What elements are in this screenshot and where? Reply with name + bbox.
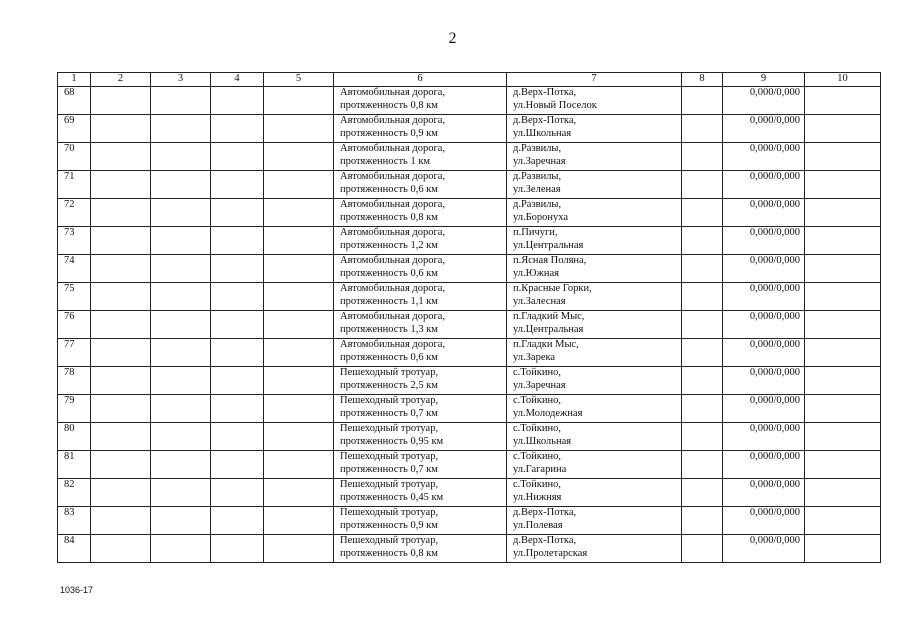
empty-cell	[264, 451, 334, 479]
value-cell: 0,000/0,000	[723, 507, 805, 535]
empty-cell	[682, 395, 723, 423]
settlement: д.Верх-Потка,	[513, 87, 577, 98]
table-body	[58, 87, 881, 563]
empty-cell	[151, 115, 211, 143]
empty-cell	[264, 311, 334, 339]
empty-cell	[151, 143, 211, 171]
object-cell	[334, 535, 507, 563]
empty-cell	[682, 423, 723, 451]
object-type: Автомобильная дорога,	[340, 311, 446, 322]
table-row	[58, 143, 881, 171]
object-length: протяженность 0,7 км	[340, 407, 438, 419]
empty-cell	[211, 451, 264, 479]
empty-cell	[91, 479, 151, 507]
row-number-cell: 71	[58, 171, 91, 199]
empty-cell	[151, 367, 211, 395]
table-row	[58, 171, 881, 199]
value-cell: 0,000/0,000	[723, 87, 805, 115]
row-number-cell: 82	[58, 479, 91, 507]
value-cell: 0,000/0,000	[723, 143, 805, 171]
value-cell: 0,000/0,000	[723, 423, 805, 451]
object-type: Автомобильная дорога,	[340, 227, 446, 238]
empty-cell	[91, 423, 151, 451]
empty-cell	[805, 115, 881, 143]
object-type: Пешеходный тротуар,	[340, 395, 439, 406]
object-type: Автомобильная дорога,	[340, 87, 446, 98]
empty-cell	[91, 227, 151, 255]
empty-cell	[264, 283, 334, 311]
empty-cell	[805, 395, 881, 423]
table-row	[58, 87, 881, 115]
value-cell: 0,000/0,000	[723, 535, 805, 563]
location-cell	[507, 423, 682, 451]
settlement: д.Развилы,	[513, 171, 562, 182]
location-cell	[507, 451, 682, 479]
row-number-cell: 79	[58, 395, 91, 423]
column-header: 6	[334, 73, 507, 87]
object-cell	[334, 87, 507, 115]
empty-cell	[682, 227, 723, 255]
row-number-cell: 75	[58, 283, 91, 311]
location-cell	[507, 395, 682, 423]
object-type: Пешеходный тротуар,	[340, 535, 439, 546]
location-cell	[507, 339, 682, 367]
row-number-cell: 72	[58, 199, 91, 227]
empty-cell	[151, 199, 211, 227]
empty-cell	[264, 199, 334, 227]
settlement: п.Красные Горки,	[513, 283, 592, 294]
object-cell	[334, 479, 507, 507]
street: ул.Боронуха	[513, 211, 569, 223]
street: ул.Полевая	[513, 519, 563, 531]
street: ул.Центральная	[513, 323, 584, 335]
empty-cell	[805, 255, 881, 283]
table-row	[58, 367, 881, 395]
value-cell: 0,000/0,000	[723, 367, 805, 395]
object-type: Пешеходный тротуар,	[340, 451, 439, 462]
table-row	[58, 479, 881, 507]
empty-cell	[91, 199, 151, 227]
empty-cell	[91, 507, 151, 535]
object-length: протяженность 1,2 км	[340, 239, 438, 251]
empty-cell	[151, 283, 211, 311]
empty-cell	[211, 311, 264, 339]
settlement: с.Тойкино,	[513, 423, 561, 434]
empty-cell	[264, 339, 334, 367]
column-header: 2	[91, 73, 151, 87]
location-cell	[507, 535, 682, 563]
row-number-cell: 78	[58, 367, 91, 395]
value-cell: 0,000/0,000	[723, 255, 805, 283]
column-header: 3	[151, 73, 211, 87]
value-cell: 0,000/0,000	[723, 311, 805, 339]
street: ул.Залесная	[513, 295, 566, 307]
value-cell: 0,000/0,000	[723, 171, 805, 199]
row-number-cell: 81	[58, 451, 91, 479]
location-cell	[507, 143, 682, 171]
settlement: д.Развилы,	[513, 199, 562, 210]
location-cell	[507, 311, 682, 339]
empty-cell	[805, 423, 881, 451]
empty-cell	[682, 199, 723, 227]
settlement: д.Верх-Потка,	[513, 115, 577, 126]
table-row	[58, 199, 881, 227]
empty-cell	[211, 479, 264, 507]
empty-cell	[682, 339, 723, 367]
empty-cell	[211, 423, 264, 451]
column-header: 8	[682, 73, 723, 87]
location-cell	[507, 87, 682, 115]
settlement: с.Тойкино,	[513, 367, 561, 378]
empty-cell	[211, 283, 264, 311]
empty-cell	[682, 479, 723, 507]
empty-cell	[211, 535, 264, 563]
street: ул.Заречная	[513, 379, 566, 391]
empty-cell	[91, 87, 151, 115]
empty-cell	[151, 87, 211, 115]
empty-cell	[151, 171, 211, 199]
empty-cell	[805, 367, 881, 395]
document-code: 1036-17	[60, 585, 94, 595]
empty-cell	[805, 143, 881, 171]
empty-cell	[682, 171, 723, 199]
object-type: Автомобильная дорога,	[340, 339, 446, 350]
value-cell: 0,000/0,000	[723, 451, 805, 479]
empty-cell	[151, 255, 211, 283]
empty-cell	[264, 143, 334, 171]
street: ул.Новый Поселок	[513, 99, 597, 111]
empty-cell	[264, 535, 334, 563]
empty-cell	[805, 171, 881, 199]
location-cell	[507, 199, 682, 227]
street: ул.Школьная	[513, 435, 572, 447]
empty-cell	[805, 227, 881, 255]
settlement: д.Верх-Потка,	[513, 507, 577, 518]
object-cell	[334, 451, 507, 479]
location-cell	[507, 479, 682, 507]
row-number-cell: 84	[58, 535, 91, 563]
empty-cell	[91, 255, 151, 283]
street: ул.Зеленая	[513, 183, 561, 195]
column-header: 5	[264, 73, 334, 87]
empty-cell	[805, 339, 881, 367]
settlement: д.Развилы,	[513, 143, 562, 154]
empty-cell	[211, 255, 264, 283]
street: ул.Зарека	[513, 351, 556, 363]
empty-cell	[805, 535, 881, 563]
object-cell	[334, 423, 507, 451]
object-length: протяженность 1 км	[340, 155, 431, 167]
empty-cell	[91, 395, 151, 423]
empty-cell	[91, 171, 151, 199]
empty-cell	[264, 227, 334, 255]
empty-cell	[805, 507, 881, 535]
object-length: протяженность 0,8 км	[340, 547, 438, 559]
settlement: с.Тойкино,	[513, 451, 561, 462]
object-cell	[334, 115, 507, 143]
object-length: протяженность 0,7 км	[340, 463, 438, 475]
object-type: Автомобильная дорога,	[340, 199, 446, 210]
empty-cell	[682, 451, 723, 479]
empty-cell	[151, 423, 211, 451]
empty-cell	[805, 87, 881, 115]
empty-cell	[264, 255, 334, 283]
table-row	[58, 255, 881, 283]
empty-cell	[682, 115, 723, 143]
empty-cell	[211, 115, 264, 143]
object-type: Пешеходный тротуар,	[340, 423, 439, 434]
table-row	[58, 339, 881, 367]
settlement: п.Гладки Мыс,	[513, 339, 579, 350]
empty-cell	[805, 199, 881, 227]
empty-cell	[151, 535, 211, 563]
location-cell	[507, 283, 682, 311]
empty-cell	[211, 367, 264, 395]
empty-cell	[264, 367, 334, 395]
empty-cell	[264, 115, 334, 143]
row-number-cell: 74	[58, 255, 91, 283]
row-number-cell: 80	[58, 423, 91, 451]
settlement: с.Тойкино,	[513, 395, 561, 406]
column-header: 10	[805, 73, 881, 87]
table-row	[58, 423, 881, 451]
empty-cell	[91, 339, 151, 367]
table-row	[58, 507, 881, 535]
location-cell	[507, 171, 682, 199]
empty-cell	[91, 143, 151, 171]
value-cell: 0,000/0,000	[723, 395, 805, 423]
empty-cell	[682, 367, 723, 395]
settlement: п.Пичуги,	[513, 227, 558, 238]
value-cell: 0,000/0,000	[723, 339, 805, 367]
value-cell: 0,000/0,000	[723, 479, 805, 507]
object-length: протяженность 0,9 км	[340, 519, 438, 531]
empty-cell	[91, 451, 151, 479]
empty-cell	[264, 171, 334, 199]
row-number-cell: 83	[58, 507, 91, 535]
street: ул.Нижняя	[513, 491, 562, 503]
empty-cell	[211, 339, 264, 367]
table-row	[58, 451, 881, 479]
empty-cell	[264, 87, 334, 115]
page-number: 2	[448, 30, 457, 47]
column-header: 1	[58, 73, 91, 87]
object-length: протяженность 2,5 км	[340, 379, 438, 391]
object-type: Автомобильная дорога,	[340, 171, 446, 182]
empty-cell	[211, 507, 264, 535]
empty-cell	[805, 283, 881, 311]
value-cell: 0,000/0,000	[723, 115, 805, 143]
object-cell	[334, 255, 507, 283]
empty-cell	[211, 143, 264, 171]
street: ул.Заречная	[513, 155, 566, 167]
data-table	[57, 72, 881, 563]
column-header: 7	[507, 73, 682, 87]
location-cell	[507, 367, 682, 395]
object-length: протяженность 1,1 км	[340, 295, 438, 307]
object-type: Автомобильная дорога,	[340, 255, 446, 266]
empty-cell	[151, 339, 211, 367]
empty-cell	[151, 507, 211, 535]
row-number-cell: 76	[58, 311, 91, 339]
empty-cell	[151, 395, 211, 423]
object-cell	[334, 395, 507, 423]
settlement: п.Гладкий Мыс,	[513, 311, 585, 322]
settlement: п.Ясная Поляна,	[513, 255, 587, 266]
street: ул.Школьная	[513, 127, 572, 139]
empty-cell	[211, 199, 264, 227]
object-length: протяженность 0,6 км	[340, 267, 438, 279]
row-number-cell: 68	[58, 87, 91, 115]
empty-cell	[151, 451, 211, 479]
table-row	[58, 535, 881, 563]
object-length: протяженность 0,8 км	[340, 99, 438, 111]
object-cell	[334, 171, 507, 199]
object-cell	[334, 311, 507, 339]
empty-cell	[682, 507, 723, 535]
row-number-cell: 73	[58, 227, 91, 255]
object-type: Автомобильная дорога,	[340, 283, 446, 294]
empty-cell	[682, 255, 723, 283]
empty-cell	[682, 311, 723, 339]
street: ул.Пролетарская	[513, 547, 588, 559]
value-cell: 0,000/0,000	[723, 227, 805, 255]
table-row	[58, 283, 881, 311]
row-number-cell: 77	[58, 339, 91, 367]
street: ул.Южная	[513, 267, 559, 279]
object-type: Пешеходный тротуар,	[340, 367, 439, 378]
empty-cell	[91, 283, 151, 311]
value-cell: 0,000/0,000	[723, 199, 805, 227]
empty-cell	[91, 367, 151, 395]
street: ул.Центральная	[513, 239, 584, 251]
object-length: протяженность 1,3 км	[340, 323, 438, 335]
object-cell	[334, 199, 507, 227]
object-length: протяженность 0,9 км	[340, 127, 438, 139]
object-length: протяженность 0,6 км	[340, 183, 438, 195]
settlement: д.Верх-Потка,	[513, 535, 577, 546]
row-number-cell: 69	[58, 115, 91, 143]
empty-cell	[264, 423, 334, 451]
column-header: 4	[211, 73, 264, 87]
object-cell	[334, 143, 507, 171]
street: ул.Молодежная	[513, 407, 583, 419]
empty-cell	[151, 311, 211, 339]
object-length: протяженность 0,45 км	[340, 491, 444, 503]
empty-cell	[264, 395, 334, 423]
street: ул.Гагарина	[513, 463, 567, 475]
object-cell	[334, 339, 507, 367]
row-number-cell: 70	[58, 143, 91, 171]
empty-cell	[264, 479, 334, 507]
empty-cell	[682, 87, 723, 115]
location-cell	[507, 255, 682, 283]
object-cell	[334, 283, 507, 311]
empty-cell	[805, 311, 881, 339]
empty-cell	[805, 451, 881, 479]
object-cell	[334, 367, 507, 395]
empty-cell	[151, 479, 211, 507]
table-row	[58, 227, 881, 255]
empty-cell	[682, 143, 723, 171]
location-cell	[507, 227, 682, 255]
empty-cell	[211, 87, 264, 115]
empty-cell	[91, 115, 151, 143]
object-cell	[334, 227, 507, 255]
empty-cell	[211, 171, 264, 199]
object-cell	[334, 507, 507, 535]
empty-cell	[91, 311, 151, 339]
object-type: Автомобильная дорога,	[340, 143, 446, 154]
table-row	[58, 311, 881, 339]
object-length: протяженность 0,6 км	[340, 351, 438, 363]
value-cell: 0,000/0,000	[723, 283, 805, 311]
object-length: протяженность 0,95 км	[340, 435, 444, 447]
empty-cell	[211, 395, 264, 423]
object-type: Пешеходный тротуар,	[340, 507, 439, 518]
empty-cell	[151, 227, 211, 255]
table-row	[58, 115, 881, 143]
object-type: Автомобильная дорога,	[340, 115, 446, 126]
empty-cell	[805, 479, 881, 507]
location-cell	[507, 115, 682, 143]
table-header	[58, 73, 881, 87]
location-cell	[507, 507, 682, 535]
object-type: Пешеходный тротуар,	[340, 479, 439, 490]
object-length: протяженность 0,8 км	[340, 211, 438, 223]
column-header: 9	[723, 73, 805, 87]
empty-cell	[682, 535, 723, 563]
empty-cell	[264, 507, 334, 535]
empty-cell	[211, 227, 264, 255]
empty-cell	[91, 535, 151, 563]
table-row	[58, 395, 881, 423]
settlement: с.Тойкино,	[513, 479, 561, 490]
empty-cell	[682, 283, 723, 311]
header-row	[58, 73, 881, 87]
